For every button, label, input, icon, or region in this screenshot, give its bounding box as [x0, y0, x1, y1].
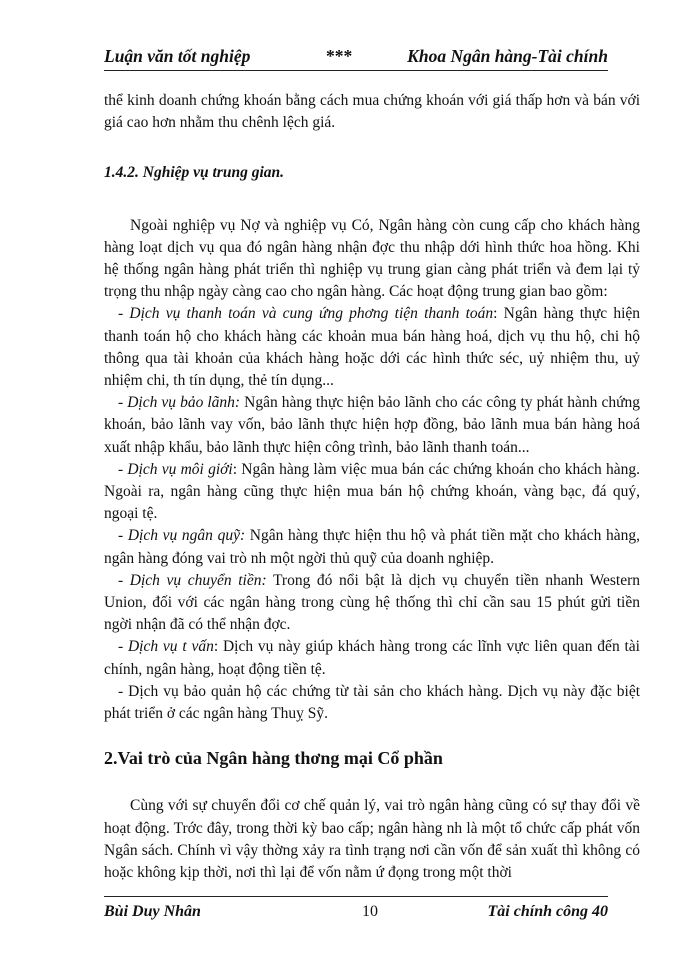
page-header	[104, 40, 608, 71]
page-number: 10	[362, 903, 378, 920]
list-bullet: -	[118, 638, 124, 656]
service-term: Dịch vụ môi giới	[127, 460, 233, 478]
list-bullet: -	[118, 571, 124, 589]
service-item	[104, 570, 640, 637]
list-bullet: -	[118, 305, 124, 323]
service-description: : Ngân hàng thực hiện thanh toán hộ cho khách hàng các khoản mua bán hàng hoá, dịch vụ thu hộ, chi hộ thông qua tài khoản của khách hàng hoặc dới các hình thức séc, uỷ nhiệm thu, uỷ nhiệm chi, th tín dụng, thẻ tín dụng...	[104, 305, 641, 390]
service-list	[104, 303, 640, 725]
service-description: Trong đó nổi bật là dịch vụ chuyển tiền nhanh Western Union, đối với các ngân hàng trong cùng hệ thống thì chỉ cần sau 15 phút gửi tiền ngời nhận đã có thể nhận đợc.	[104, 571, 640, 634]
section-heading-2: 2.Vai trò của Ngân hàng thơng mại Cổ phần	[104, 748, 443, 769]
service-item	[104, 303, 640, 392]
service-description: Ngân hàng thực hiện bảo lãnh cho các công ty phát hành chứng khoán, bảo lãnh vay vốn, bảo lãnh thực hiện hợp đồng, bảo lãnh mua bán hàng hoá xuất nhập khẩu, bảo lãnh thực hiện công trình, bảo lãnh thanh toán...	[104, 394, 641, 456]
section-heading-1-4-2: 1.4.2. Nghiệp vụ trung gian.	[104, 164, 285, 182]
service-term: Dịch vụ ngân quỹ:	[127, 527, 246, 545]
service-description: : Dịch vụ này giúp khách hàng trong các lĩnh vực liên quan đến tài chính, ngân hàng, hoạt động tiền tệ.	[104, 638, 640, 678]
service-term: Dịch vụ t vấn	[127, 638, 214, 656]
service-item	[104, 459, 640, 526]
service-term: Dịch vụ chuyển tiền:	[129, 571, 267, 589]
header-separator: ***	[326, 46, 353, 66]
list-bullet: -	[118, 682, 124, 700]
service-item	[104, 392, 640, 459]
header-right-text: Khoa Ngân hàng-Tài chính	[407, 46, 608, 66]
page-body	[104, 90, 640, 884]
service-term: Dịch vụ bảo lãnh:	[127, 394, 241, 412]
service-item	[104, 681, 640, 725]
service-item	[104, 525, 640, 569]
page-footer	[104, 896, 608, 925]
service-item	[104, 636, 640, 680]
footer-course: Tài chính công 40	[487, 903, 608, 920]
list-bullet: -	[118, 527, 124, 545]
service-term: Dịch vụ thanh toán và cung ứng phơng tiện thanh toán	[129, 305, 494, 323]
service-description: Dịch vụ bảo quản hộ các chứng từ tài sản cho khách hàng. Dịch vụ này đặc biệt phát triển ở các ngân hàng Thuỵ Sỹ.	[104, 682, 641, 723]
paragraph-intermediary-intro: Ngoài nghiệp vụ Nợ và nghiệp vụ Có, Ngân hàng còn cung cấp cho khách hàng hàng loạt dịch vụ qua đó ngân hàng nhận đợc thu nhập dới hình thức hoa hồng. Khi hệ thống ngân hàng phát triển thì nghiệp vụ trung gian càng phát triển và đem lại tỷ trọng thu nhập ngày càng cao cho ngân hàng. Các hoạt động trung gian bao gồm:	[104, 216, 640, 301]
service-description: : Ngân hàng làm việc mua bán các chứng khoán cho khách hàng. Ngoài ra, ngân hàng cũng thực hiện mua bán hộ chứng khoán, vàng bạc, đá quý, ngoại tệ.	[104, 460, 641, 523]
list-bullet: -	[118, 394, 124, 412]
service-description: Ngân hàng thực hiện thu hộ và phát tiền mặt cho khách hàng, ngân hàng đóng vai trò nh một ngời thủ quỹ của doanh nghiệp.	[104, 527, 640, 567]
paragraph-continuation: thể kinh doanh chứng khoán bằng cách mua chứng khoán với giá thấp hơn và bán với giá cao hơn nhằm thu chênh lệch giá.	[104, 92, 640, 132]
footer-author: Bùi Duy Nhân	[104, 903, 201, 920]
list-bullet: -	[118, 460, 124, 478]
header-left-text: Luận văn tốt nghiệp	[104, 46, 251, 66]
paragraph-role-intro: Cùng với sự chuyển đổi cơ chế quản lý, vai trò ngân hàng cũng có sự thay đổi về hoạt động. Trớc đây, trong thời kỳ bao cấp; ngân hàng nh là một tổ chức cấp phát vốn Ngân sách. Chính vì vậy thờng xảy ra tình trạng nơi cần vốn để sản xuất thì không có hoặc không kịp thời, nơi thì lại để vốn nằm ứ đọng trong một thời	[104, 797, 640, 882]
